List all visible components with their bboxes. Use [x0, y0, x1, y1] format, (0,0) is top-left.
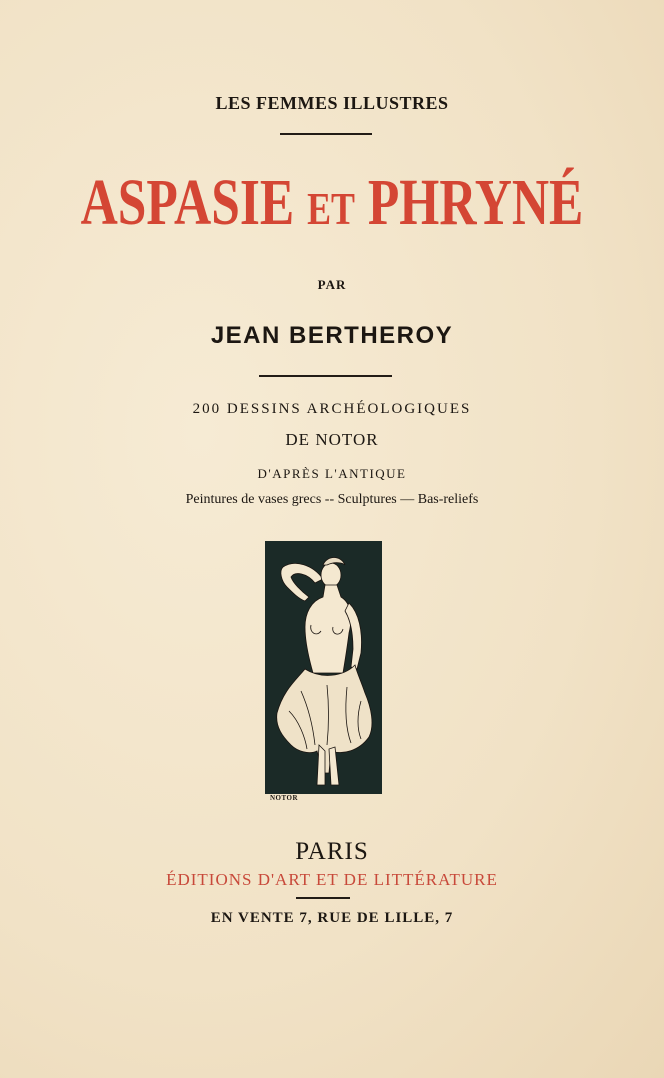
drawings-count: 200 DESSINS ARCHÉOLOGIQUES [192, 401, 472, 417]
techniques-line: Peintures de vases grecs -- Sculptures — Bas-reliefs [185, 492, 479, 507]
after-antique: D'APRÈS L'ANTIQUE [257, 466, 407, 481]
vignette-signature: NOTOR [270, 794, 299, 802]
series-title: LES FEMMES ILLUSTRES [215, 93, 449, 113]
author-name: JEAN BERTHEROY [210, 322, 454, 349]
publisher-address: EN VENTE 7, RUE DE LILLE, 7 [210, 910, 454, 926]
vignette-illustration [265, 541, 382, 794]
title-part-2: PHRYNÉ [367, 166, 584, 239]
divider-middle [259, 375, 392, 377]
divider-bottom [296, 897, 350, 899]
by-label: PAR [317, 277, 347, 292]
publication-city: PARIS [295, 838, 369, 865]
illustrator-line: DE NOTOR [285, 430, 379, 449]
title-part-1: ASPASIE [80, 166, 295, 239]
figure-drawing [265, 541, 382, 794]
title-conjunction: ET [307, 183, 355, 234]
publisher-name: ÉDITIONS D'ART ET DE LITTÉRATURE [166, 870, 498, 889]
divider-top [280, 133, 372, 135]
book-title [73, 163, 591, 249]
